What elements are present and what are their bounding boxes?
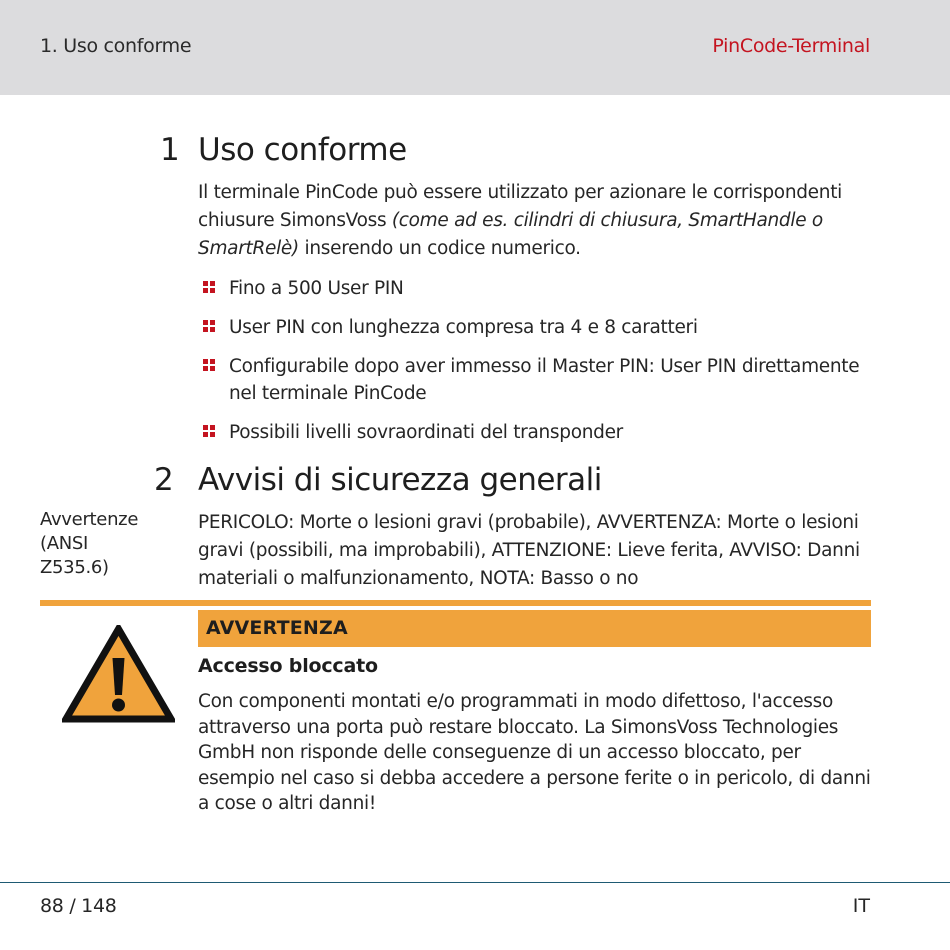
warning-body: Con componenti montati e/o programmati in modo difettoso, l'accesso attraverso una porta può restare bloccato. La SimonsVoss Technologies GmbH non risponde delle conseguenze di un accesso bloccato, per esempio nel caso si debba accedere a persone ferite o in pericolo, di danni a cose o altri danni! xyxy=(198,691,871,814)
bullet-square-icon xyxy=(203,320,216,333)
section-2-number: 2 xyxy=(154,462,174,498)
list-item-text: Configurabile dopo aver immesso il Master PIN: User PIN direttamente nel terminale PinCode xyxy=(229,356,860,404)
intro-text-italic: (come ad es. cilindri di chiusura, SmartHandle o SmartRelè) xyxy=(198,210,823,259)
list-item xyxy=(198,353,878,407)
warning-banner xyxy=(198,610,871,647)
section-2-body: PERICOLO: Morte o lesioni gravi (probabile), AVVERTENZA: Morte o lesioni gravi (possibili, ma improbabili), ATTENZIONE: Lieve ferita, AVVISO: Danni materiali o malfunzionamento, NOTA: Basso o no xyxy=(198,512,860,589)
list-item xyxy=(198,314,878,341)
section-1-intro xyxy=(198,179,878,263)
language-code: IT xyxy=(852,895,870,917)
section-1-title: Uso conforme xyxy=(198,132,407,168)
bullet-square-icon xyxy=(203,425,216,438)
list-item-text: Fino a 500 User PIN xyxy=(229,278,404,299)
section-2-title: Avvisi di sicurezza generali xyxy=(198,462,602,498)
footer-divider xyxy=(0,882,950,883)
section-1-number: 1 xyxy=(160,132,180,168)
warning-divider xyxy=(40,600,871,606)
header-product-name: PinCode-Terminal xyxy=(712,35,870,57)
list-item xyxy=(198,275,878,302)
intro-text-b: inserendo un codice numerico. xyxy=(298,238,581,259)
page-header xyxy=(0,0,950,95)
warning-label: AVVERTENZA xyxy=(206,617,348,639)
margin-label: Avvertenze (ANSI Z535.6) xyxy=(40,509,139,578)
bullet-square-icon xyxy=(203,359,216,372)
header-section-title: 1. Uso conforme xyxy=(40,35,192,57)
warning-triangle-icon xyxy=(62,625,175,724)
bullet-square-icon xyxy=(203,281,216,294)
list-item-text: Possibili livelli sovraordinati del transponder xyxy=(229,422,623,443)
page-number: 88 / 148 xyxy=(40,895,117,917)
warning-subtitle: Accesso bloccato xyxy=(198,655,378,677)
intro-text-a: Il terminale PinCode può essere utilizzato per azionare le corrispondenti chiusure SimonsVoss xyxy=(198,182,842,231)
feature-list xyxy=(198,275,878,458)
list-item-text: User PIN con lunghezza compresa tra 4 e 8 caratteri xyxy=(229,317,698,338)
list-item xyxy=(198,419,878,446)
